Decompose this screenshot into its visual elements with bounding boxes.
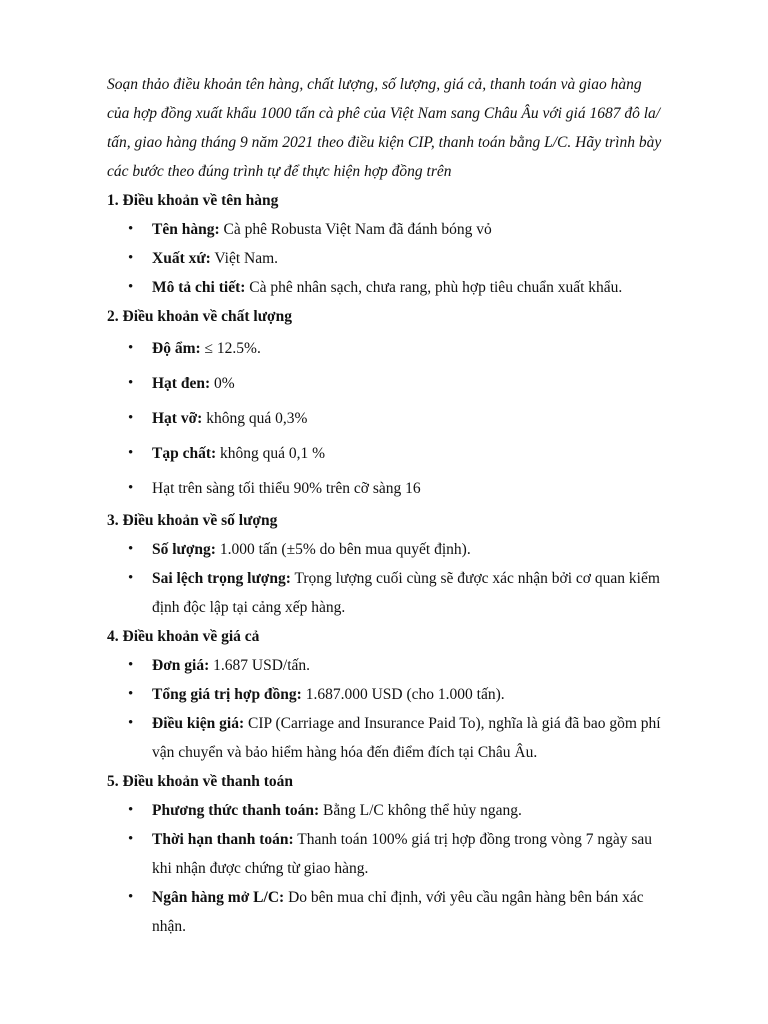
- item-term: Hạt vỡ:: [152, 410, 203, 427]
- item-term: Đơn giá:: [152, 657, 210, 674]
- item-continuation: khi nhận được chứng từ giao hàng.: [152, 860, 369, 877]
- bullet-icon: •: [128, 480, 134, 496]
- item-text: Bằng L/C không thể hủy ngang.: [319, 802, 522, 819]
- item-continuation: định độc lập tại cảng xếp hàng.: [152, 599, 346, 616]
- item-text: 1.000 tấn (±5% do bên mua quyết định).: [215, 541, 471, 558]
- item-text: Cà phê Robusta Việt Nam đã đánh bóng vỏ: [219, 221, 492, 238]
- item-text: 1.687 USD/tấn.: [209, 657, 310, 674]
- list-item: [107, 215, 697, 244]
- section-heading-quality-clause: 2. Điều khoản về chất lượng: [107, 308, 292, 325]
- item-text: Do bên mua chỉ định, với yêu cầu ngân hàng bên bán xác: [284, 889, 644, 906]
- item-term: Tạp chất:: [152, 445, 217, 462]
- item-text: Việt Nam.: [210, 250, 279, 267]
- item-term: Sai lệch trọng lượng:: [152, 570, 291, 587]
- item-term: Xuất xứ:: [152, 250, 211, 267]
- item-term: Phương thức thanh toán:: [152, 802, 320, 819]
- list-item: [107, 825, 697, 883]
- item-text: Cà phê nhân sạch, chưa rang, phù hợp tiêu chuẩn xuất khẩu.: [245, 279, 623, 296]
- question-intro: [107, 70, 697, 186]
- intro-line: Soạn thảo điều khoản tên hàng, chất lượng, số lượng, giá cả, thanh toán và giao hàng: [107, 76, 642, 93]
- item-term: Độ ẩm:: [152, 340, 201, 357]
- item-continuation: nhận.: [152, 918, 187, 935]
- item-text: không quá 0,3%: [202, 410, 308, 427]
- item-continuation: vận chuyển và bảo hiểm hàng hóa đến điểm đích tại Châu Âu.: [152, 744, 538, 761]
- item-term: Thời hạn thanh toán:: [152, 831, 294, 848]
- section-heading-quantity-clause: 3. Điều khoản về số lượng: [107, 512, 278, 529]
- bullet-icon: •: [128, 802, 134, 818]
- intro-line: tấn, giao hàng tháng 9 năm 2021 theo điều kiện CIP, thanh toán bằng L/C. Hãy trình bày: [107, 134, 662, 151]
- bullet-icon: •: [128, 250, 134, 266]
- item-text: CIP (Carriage and Insurance Paid To), nghĩa là giá đã bao gồm phí: [244, 715, 661, 732]
- item-text: không quá 0,1 %: [216, 445, 326, 462]
- list-item: [107, 796, 697, 825]
- item-text: 0%: [210, 375, 235, 392]
- bullet-icon: •: [128, 375, 134, 391]
- list-item: [107, 680, 697, 709]
- list-item: [107, 651, 697, 680]
- item-term: Tổng giá trị hợp đồng:: [152, 686, 302, 703]
- section-heading-name-clause: 1. Điều khoản về tên hàng: [107, 192, 279, 209]
- item-term: Mô tả chi tiết:: [152, 279, 246, 296]
- list-item: [107, 535, 697, 564]
- list-item: [107, 883, 697, 941]
- bullet-icon: •: [128, 657, 134, 673]
- bullet-icon: •: [128, 279, 134, 295]
- section-heading-payment-clause: 5. Điều khoản về thanh toán: [107, 773, 294, 790]
- list-item: [107, 366, 697, 401]
- intro-line: các bước theo đúng trình tự để thực hiện hợp đồng trên: [107, 163, 452, 180]
- item-text: ≤ 12.5%.: [200, 340, 261, 357]
- bullet-icon: •: [128, 715, 134, 731]
- item-term: Tên hàng:: [152, 221, 220, 238]
- bullet-icon: •: [128, 889, 134, 905]
- quality-clause-list: [107, 331, 697, 506]
- quantity-clause-list: [107, 535, 697, 622]
- list-item: [107, 401, 697, 436]
- bullet-icon: •: [128, 541, 134, 557]
- name-clause-list: [107, 215, 697, 302]
- section-heading-price-clause: 4. Điều khoản về giá cả: [107, 628, 260, 645]
- document-page: [107, 70, 697, 941]
- item-text: Hạt trên sàng tối thiểu 90% trên cỡ sàng 16: [152, 480, 421, 497]
- list-item: [107, 331, 697, 366]
- item-line: [152, 883, 697, 912]
- item-line: [152, 709, 697, 738]
- list-item: [107, 244, 697, 273]
- payment-clause-list: [107, 796, 697, 941]
- item-term: Hạt đen:: [152, 375, 211, 392]
- item-term: Điều kiện giá:: [152, 715, 245, 732]
- bullet-icon: •: [128, 340, 134, 356]
- price-clause-list: [107, 651, 697, 767]
- list-item: [107, 436, 697, 471]
- bullet-icon: •: [128, 570, 134, 586]
- list-item: [107, 273, 697, 302]
- item-line: [152, 825, 697, 854]
- item-line: [152, 564, 697, 593]
- item-term: Ngân hàng mở L/C:: [152, 889, 285, 906]
- list-item: [107, 471, 697, 506]
- bullet-icon: •: [128, 410, 134, 426]
- item-text: Thanh toán 100% giá trị hợp đồng trong vòng 7 ngày sau: [293, 831, 653, 848]
- bullet-icon: •: [128, 221, 134, 237]
- list-item: [107, 709, 697, 767]
- item-term: Số lượng:: [152, 541, 216, 558]
- intro-line: của hợp đồng xuất khẩu 1000 tấn cà phê của Việt Nam sang Châu Âu với giá 1687 đô la/: [107, 105, 661, 122]
- bullet-icon: •: [128, 831, 134, 847]
- bullet-icon: •: [128, 445, 134, 461]
- item-text: 1.687.000 USD (cho 1.000 tấn).: [301, 686, 505, 703]
- list-item: [107, 564, 697, 622]
- item-text: Trọng lượng cuối cùng sẽ được xác nhận bởi cơ quan kiểm: [290, 570, 660, 587]
- bullet-icon: •: [128, 686, 134, 702]
